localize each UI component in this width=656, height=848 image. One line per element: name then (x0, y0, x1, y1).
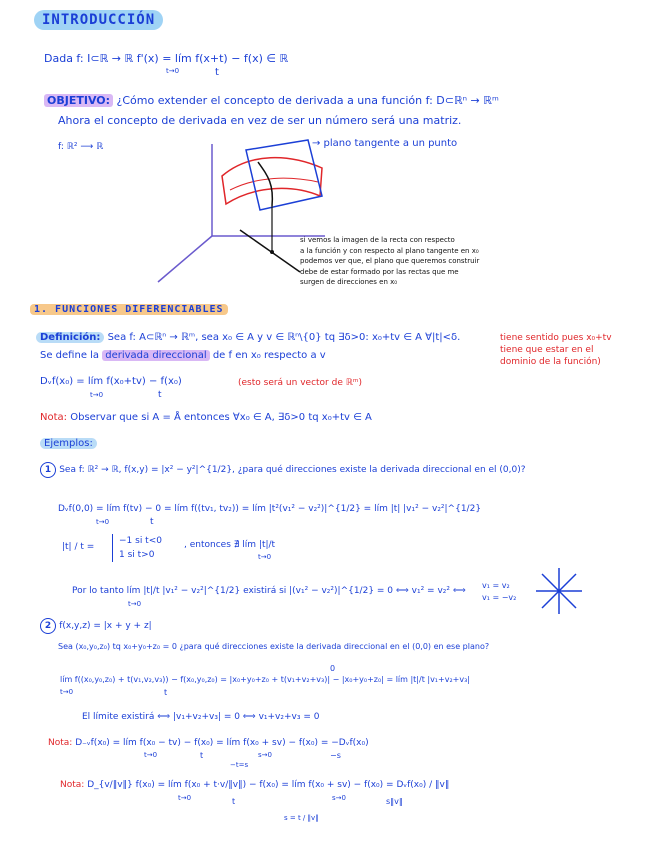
nota-3-den-2: s‖v‖ (386, 797, 403, 806)
nota-3-substitution: s = t / ‖v‖ (284, 814, 319, 822)
nota-3 (60, 780, 449, 790)
ejemplo-1-number: 1 (40, 462, 56, 478)
nota-2-label: Nota: (48, 738, 73, 748)
derivada-direccional-formula: Dᵥf(x₀) = lím f(x₀+tv) − f(x₀) (40, 376, 182, 387)
nota-1-label: Nota: (40, 412, 68, 423)
ejemplo-2-zero: 0 (330, 664, 336, 673)
ejemplo-1-piecewise: −1 si t<0 1 si t>0 (112, 534, 162, 562)
nota-2-text: D₋ᵥf(x₀) = lím f(x₀ − tv) − f(x₀) = lím f(x₀ + sv) − f(x₀) = −Dᵥf(x₀) (75, 738, 369, 748)
ejemplo-1-conclusion: Por lo tanto lím |t|/t |v₁² − v₂²|^{1/2} existirá si |(v₁² − v₂²)|^{1/2} = 0 ⟺ v₁² = v₂² ⟺ (72, 586, 466, 596)
nota-2-sub-1: t→0 (144, 751, 158, 759)
nota-3-text: D_{v/‖v‖} f(x₀) = lím f(x₀ + t·v/‖v‖) − f(x₀) = lím f(x₀ + sv) − f(x₀) = Dᵥf(x₀) / ‖v‖ (87, 780, 450, 790)
ejemplo-2-header: 2 f(x,y,z) = |x + y + z| (40, 618, 152, 634)
nota-3-den-1: t (232, 797, 236, 806)
formula-note: (esto será un vector de ℝᵐ) (238, 378, 362, 388)
derivada-direccional-highlight: derivada direccional (102, 350, 209, 361)
nota-1-text: Observar que si A = Å entonces ∀x₀ ∈ A, ∃δ>0 tq x₀+tv ∈ A (70, 412, 372, 423)
section-title-funciones-diferenciables: 1. FUNCIONES DIFERENCIABLES (30, 304, 228, 315)
ejemplo-1-statement: 1 Sea f: ℝ² → ℝ, f(x,y) = |x² − y²|^{1/2}, ¿para qué direcciones existe la derivada direccional en el (0,0)? (40, 462, 526, 478)
ahora-text: Ahora el concepto de derivada en vez de ser un número será una matriz. (58, 114, 462, 127)
nota-1 (40, 412, 372, 423)
section-title-introduccion: INTRODUCCIÓN (34, 10, 163, 30)
dada-denominator: t (215, 67, 219, 78)
formula-limit-sub: t→0 (90, 391, 104, 399)
nota-3-label: Nota: (60, 780, 85, 790)
ejemplo-1-conclusion-sub: t→0 (128, 600, 142, 608)
ejemplo-1-derivation: Dᵥf(0,0) = lím f(tv) − 0 = lím f((tv₁, tv₂)) = lím |t²(v₁² − v₂²)|^{1/2} = lím |t| |v₁² − v₂²|^{1/2} (58, 504, 482, 514)
objetivo-line (44, 94, 499, 107)
ejemplo-1-denominator: t (150, 517, 154, 527)
figure-note: si vemos la imagen de la recta con respecto a la función y con respecto al plano tangente en x₀ podemos ver que, el plano que queremos construir debe de estar formado por las rectas que me surgen de direcciones en x₀ (300, 236, 480, 286)
ejemplo-2-derivation: lím f((x₀,y₀,z₀) + t(v₁,v₂,v₃)) − f(x₀,y₀,z₀) = |x₀+y₀+z₀ + t(v₁+v₂+v₃)| − |x₀+y₀+z₀| = lím |t|/t |v₁+v₂+v₃| (60, 675, 470, 684)
se-define-line: Se define la derivada direccional de f en x₀ respecto a v (40, 350, 326, 361)
dada-line: Dada f: I⊂ℝ → ℝ f'(x) = lím f(x+t) − f(x) ∈ ℝ (44, 52, 289, 65)
objetivo-label: OBJETIVO: (44, 94, 113, 107)
formula-denominator: t (158, 390, 162, 400)
definicion-side-note: tiene sentido pues x₀+tv tiene que estar en el dominio de la función) (500, 333, 612, 367)
ejemplo-2-denominator: t (164, 688, 168, 697)
ejemplo-2-number: 2 (40, 618, 56, 634)
ejemplo-2-exists: El límite existirá ⟺ |v₁+v₂+v₃| = 0 ⟺ v₁+v₂+v₃ = 0 (82, 712, 320, 722)
nota-2-den-2: −s (330, 751, 341, 760)
ejemplo-1-piece-sub: t→0 (258, 553, 272, 561)
definicion-label: Definición: (36, 332, 104, 343)
nota-3-sub-1: t→0 (178, 794, 192, 802)
nota-3-sub-2: s→0 (332, 794, 346, 802)
ejemplo-2-statement: Sea (x₀,y₀,z₀) tq x₀+y₀+z₀ = 0 ¿para qué direcciones existe la derivada direccional en el (0,0) en ese plano? (58, 642, 490, 651)
definicion-text: Sea f: A⊂ℝⁿ → ℝᵐ, sea x₀ ∈ A y v ∈ ℝⁿ\{0} tq ∃δ>0: x₀+tv ∈ A ∀|t|<δ. (107, 332, 461, 343)
directions-star-icon (534, 566, 584, 616)
ejemplo-1-piece-lhs: |t| / t = (62, 542, 95, 552)
nota-2-sub-2: s→0 (258, 751, 272, 759)
objetivo-text: ¿Cómo extender el concepto de derivada a una función f: D⊂ℝⁿ → ℝᵐ (116, 94, 499, 107)
ejemplo-1-limit-sub: t→0 (96, 518, 110, 526)
ejemplo-2-limit-sub: t→0 (60, 688, 74, 696)
nota-2-substitution: −t=s (230, 761, 249, 769)
dada-limit-sub: t→0 (166, 67, 180, 75)
ejemplo-1-piece-tail: , entonces ∄ lím |t|/t (184, 540, 276, 550)
nota-2-den-1: t (200, 751, 204, 760)
ejemplo-1-solutions: v₁ = v₂ v₁ = −v₂ (482, 581, 517, 602)
nota-2 (48, 738, 369, 748)
definicion-line (36, 332, 460, 343)
ejemplos-label: Ejemplos: (40, 438, 97, 449)
plano-tangente-label: → plano tangente a un punto (312, 138, 458, 149)
map-label: f: ℝ² ⟶ ℝ (58, 142, 104, 152)
